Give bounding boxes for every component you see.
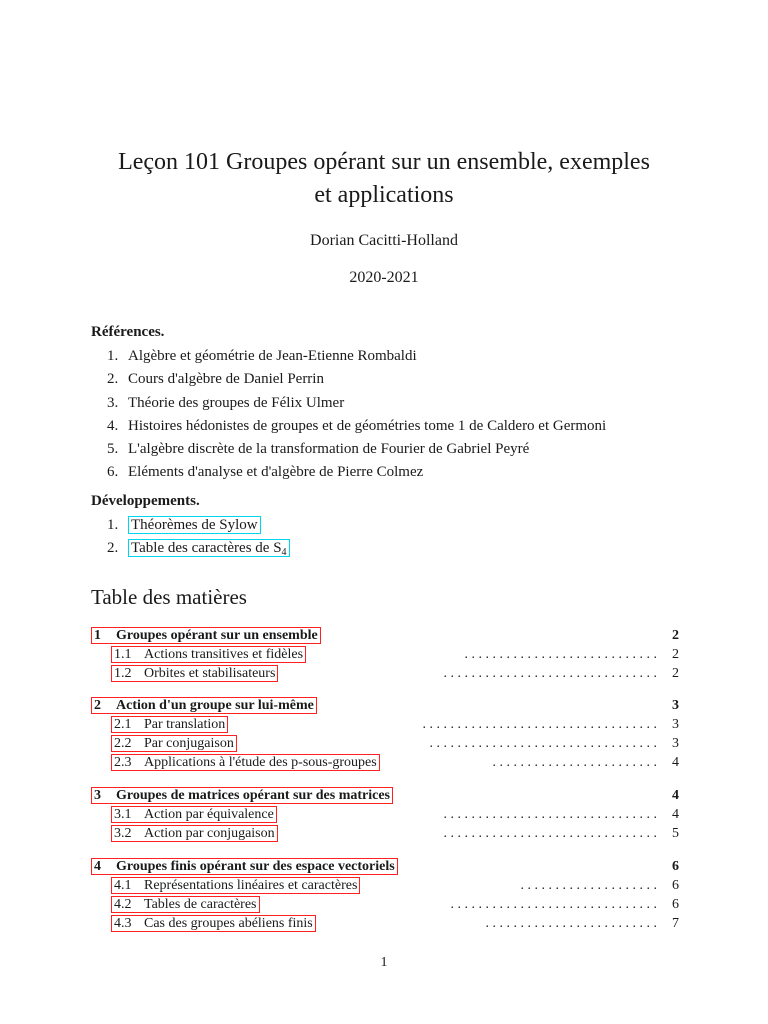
toc-leader: . . . . . . . . . . . . . . . . . . . . . . . . . . . . . . xyxy=(450,897,657,912)
document-title xyxy=(60,146,708,212)
toc-subsection-row xyxy=(91,753,679,772)
toc-link-2-1[interactable]: 2.1 Par translation xyxy=(111,716,228,733)
developpements-list xyxy=(107,514,290,561)
toc-leader: . . . . . . . . . . . . . . . . . . . . . . . . . xyxy=(485,916,657,931)
toc-link-2-3[interactable]: 2.3 Applications à l'étude des p-sous-groupes xyxy=(111,754,380,771)
toc-page: 6 xyxy=(672,878,679,893)
toc-leader: . . . . . . . . . . . . . . . . . . . . . . . . . . . . . . . xyxy=(443,807,657,822)
toc-section-row xyxy=(91,857,679,876)
toc-leader: . . . . . . . . . . . . . . . . . . . . . . . . . . . . . . . . . . xyxy=(422,717,657,732)
toc-page: 6 xyxy=(672,897,679,912)
toc-subsection-row xyxy=(91,805,679,824)
toc-leader: . . . . . . . . . . . . . . . . . . . . . . . . xyxy=(492,755,657,770)
developpements-label: Développements. xyxy=(91,493,200,509)
toc-link-3-2[interactable]: 3.2 Action par conjugaison xyxy=(111,825,278,842)
toc-title: Table des matières xyxy=(91,585,247,609)
title-line-1: Leçon 101 Groupes opérant sur un ensemble, exemples xyxy=(118,149,650,175)
toc-link-2-2[interactable]: 2.2 Par conjugaison xyxy=(111,735,237,752)
toc-link-section-1[interactable]: 1 Groupes opérant sur un ensemble xyxy=(91,627,321,644)
toc-section-4 xyxy=(91,857,679,933)
toc-page: 7 xyxy=(672,916,679,931)
author: Dorian Cacitti-Holland xyxy=(310,232,458,249)
toc-link-1-2[interactable]: 1.2 Orbites et stabilisateurs xyxy=(111,665,278,682)
toc-page: 4 xyxy=(672,807,679,822)
toc-subsection-row xyxy=(91,895,679,914)
toc-subsection-row xyxy=(91,715,679,734)
reference-item: 1. Algèbre et géométrie de Jean-Etienne Rombaldi xyxy=(107,348,417,364)
toc-page: 4 xyxy=(672,755,679,770)
toc-page: 6 xyxy=(672,859,679,874)
toc-leader: . . . . . . . . . . . . . . . . . . . . . . . . . . . . . . . . . xyxy=(429,736,657,751)
developpement-link-sylow[interactable]: Théorèmes de Sylow xyxy=(128,516,261,534)
toc-leader: . . . . . . . . . . . . . . . . . . . . xyxy=(520,878,657,893)
toc-link-1-1[interactable]: 1.1 Actions transitives et fidèles xyxy=(111,646,306,663)
toc-leader: . . . . . . . . . . . . . . . . . . . . . . . . . . . . . . . xyxy=(443,826,657,841)
developpement-item: 2. Table des caractères de $S_4$ xyxy=(107,537,290,560)
reference-item: 4. Histoires hédonistes de groupes et de géométries tome 1 de Caldero et Germoni xyxy=(107,417,607,434)
toc-link-4-3[interactable]: 4.3 Cas des groupes abéliens finis xyxy=(111,915,316,932)
year: 2020-2021 xyxy=(349,269,419,286)
toc-subsection-row xyxy=(91,645,679,664)
toc-section-3 xyxy=(91,786,679,843)
reference-item: 6. Eléments d'analyse et d'algèbre de Pierre Colmez xyxy=(107,464,424,481)
toc-subsection-row xyxy=(91,664,679,683)
toc-subsection-row xyxy=(91,734,679,753)
toc-page: 4 xyxy=(672,788,679,803)
toc-link-4-2[interactable]: 4.2 Tables de caractères xyxy=(111,896,260,913)
toc-link-4-1[interactable]: 4.1 Représentations linéaires et caractères xyxy=(111,877,360,894)
toc-leader: . . . . . . . . . . . . . . . . . . . . . . . . . . . . xyxy=(464,647,657,662)
toc-subsection-row xyxy=(91,914,679,933)
toc-section-row xyxy=(91,626,679,645)
toc-page: 3 xyxy=(672,736,679,751)
toc-section-2 xyxy=(91,696,679,772)
toc-page: 2 xyxy=(672,647,679,662)
toc-leader: . . . . . . . . . . . . . . . . . . . . . . . . . . . . . . . xyxy=(443,666,657,681)
toc-page: 3 xyxy=(672,698,679,713)
toc-page: 2 xyxy=(672,628,679,643)
references-list xyxy=(107,345,606,485)
references-label: Références. xyxy=(91,324,165,340)
developpement-link-table-caracteres[interactable]: Table des caractères de $S_4$ xyxy=(128,539,290,557)
page-number: 1 xyxy=(380,955,388,970)
toc-page: 2 xyxy=(672,666,679,681)
reference-item: 5. L'algèbre discrète de la transformation de Fourier de Gabriel Peyré xyxy=(107,441,530,458)
toc-page: 5 xyxy=(672,826,679,841)
toc-link-section-3[interactable]: 3 Groupes de matrices opérant sur des matrices xyxy=(91,787,393,804)
toc-section-1 xyxy=(91,626,679,683)
reference-item: 3. Théorie des groupes de Félix Ulmer xyxy=(107,394,345,411)
title-line-2: et applications xyxy=(314,182,454,208)
toc-section-row xyxy=(91,696,679,715)
toc-section-row xyxy=(91,786,679,805)
developpement-item: 1. Théorèmes de Sylow xyxy=(107,514,290,537)
toc-page: 3 xyxy=(672,717,679,732)
toc-link-section-2[interactable]: 2 Action d'un groupe sur lui-même xyxy=(91,697,317,714)
reference-item: 2. Cours d'algèbre de Daniel Perrin xyxy=(107,371,324,388)
toc-link-3-1[interactable]: 3.1 Action par équivalence xyxy=(111,806,277,823)
toc-subsection-row xyxy=(91,876,679,895)
toc-subsection-row xyxy=(91,824,679,843)
toc-link-section-4[interactable]: 4 Groupes finis opérant sur des espace vectoriels xyxy=(91,858,398,875)
